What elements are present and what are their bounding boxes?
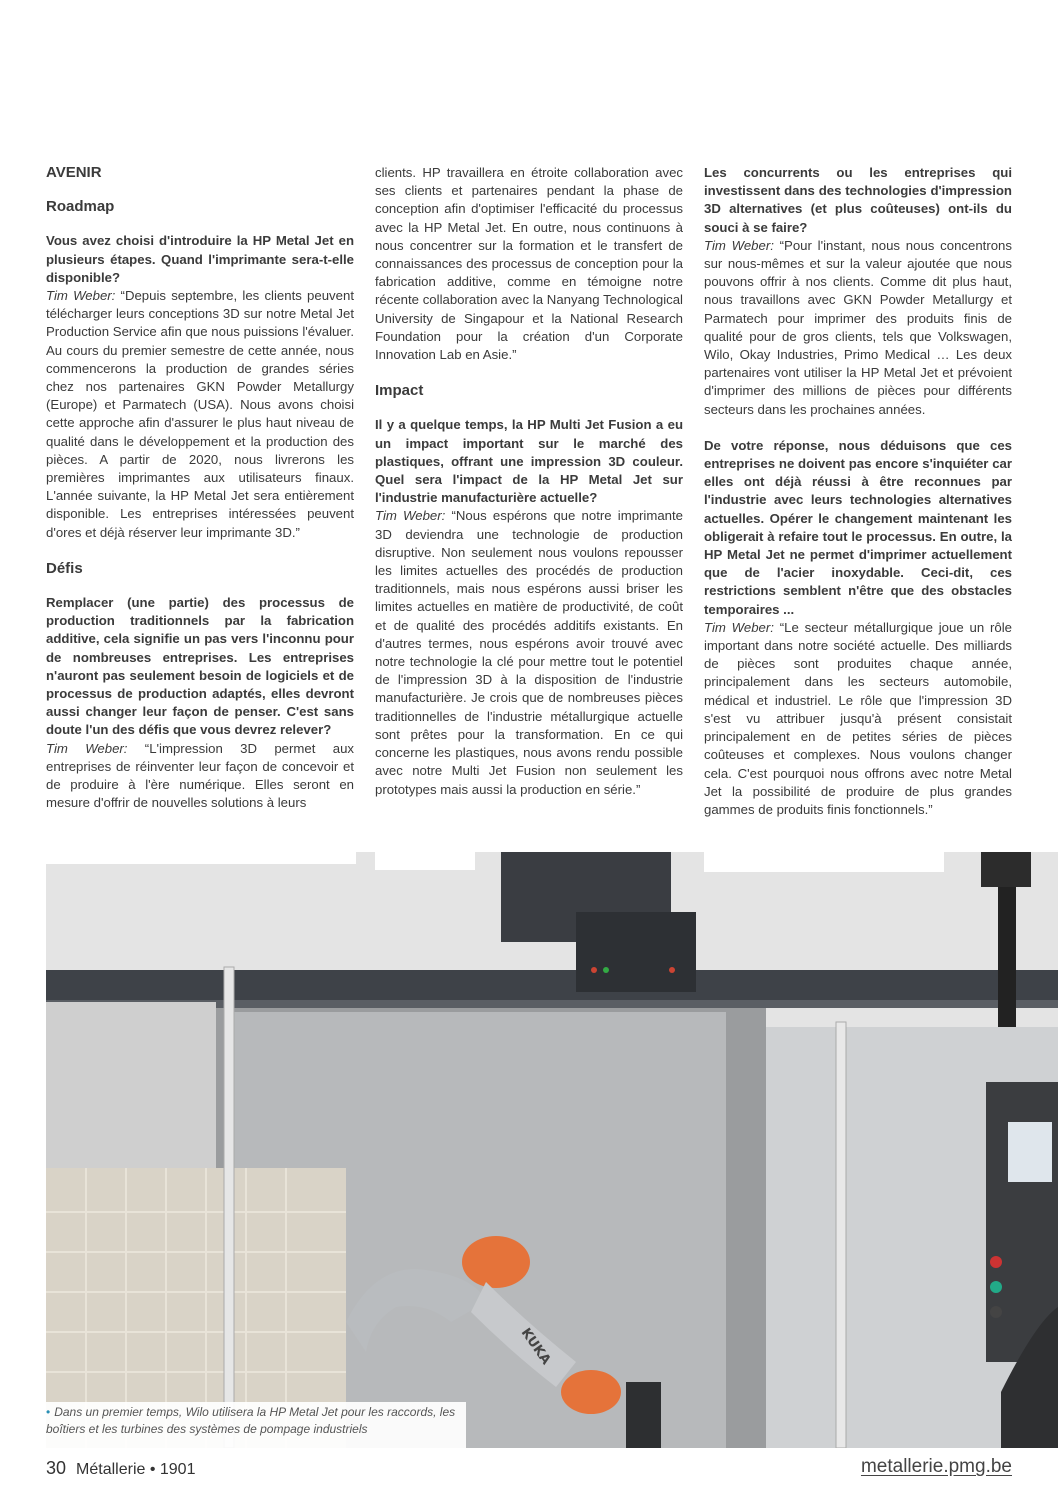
speaker: Tim Weber: [704,237,774,253]
caption-text: Dans un premier temps, Wilo utilisera la HP Metal Jet pour les raccords, les boîtiers et les turbines des systèmes de pompage industriels [46,1405,456,1436]
caption-bullet-icon: • [46,1405,51,1419]
column-3 [704,164,1012,837]
answer-text: “Pour l'instant, nous nous concentrons sur nous-mêmes et sur la valeur ajoutée que nous pouvons offrir à nos clients. Comme dit plus haut, nous travaillons avec GKN Powder Metallurgy et Parmatech pour imprimer des produits finis de qualité pour de gros clients, tels que Volkswagen, Wilo, Okay Industries, Primo Medical … Les deux partenaires vont utiliser la HP Metal Jet et prévoient d'imprimer des millions de pièces pour différents secteurs dans les prochaines années. [704,237,1012,417]
heading-avenir: AVENIR [46,164,102,181]
answer-text: “Le secteur métallurgique joue un rôle important dans notre société actuelle. Des milliards de pièces sont produites chaque année, principalement dans les secteurs automobile, médical et industriel. Le rôle que l'impression 3D s'est vu attribuer jusqu'à présent consistait principalement en de petites séries de pièces coûteuses et complexes. Nous voulons changer cela. C'est pourquoi nous offrons avec notre Metal Jet la possibilité de produire de plus grandes gammes de produits finis fonctionnels.” [704,619,1012,817]
question-1: Vous avez choisi d'introduire la HP Metal Jet en plusieurs étapes. Quand l'imprimante sera-t-elle disponible? [46,233,354,285]
page-number: 30 [46,1458,67,1478]
heading-impact: Impact [375,382,424,400]
website-link[interactable]: metallerie.pmg.be [860,1456,1012,1477]
speaker: Tim Weber: [375,508,446,524]
factory-photo [46,852,1058,1448]
answer-3 [375,507,683,798]
magazine-issue: Métallerie • 1901 [76,1461,196,1478]
speaker: Tim Weber: [46,740,128,756]
answer-text: “Nous espérons que notre imprimante 3D deviendra une technologie de production disruptive. Non seulement nous voulons repousser les limites actuelles des procédés de production traditionnels, mais nous espérons aussi briser les limites actuelles en matière de productivité, de coût et de qualité des procédés additifs existants. En d'autres termes, nous espérons avoir trouvé avec notre technologie la clé pour mettre tout le potentiel de l'impression 3D à la disposition de l'industrie manufacturière. Je crois que de nombreuses pièces traditionnelles de l'industrie métallurgique actuelle sont prêtes pour la transformation. En ce qui concerne les plastiques, nous avons rendu possible avec notre Multi Jet Fusion non seulement les prototypes mais aussi la production en série.” [375,508,684,797]
photo-caption [46,1402,466,1450]
question-4: Les concurrents ou les entreprises qui investissent dans des technologies d'impression 3D alternatives (et plus coûteuses) ont-ils du souci à se faire? [704,165,1012,235]
answer-1 [46,287,354,542]
column-2 [375,164,683,817]
speaker: Tim Weber: [46,288,116,304]
question-2: Remplacer (une partie) des processus de production traditionnels par la fabrication additive, cela signifie un pas vers l'inconnu pour de nombreuses entreprises. Les entreprises n'auront pas seulement besoin de logiciels et de processus de production adaptés, elles devront aussi changer leur façon de penser. C'est sans doute l'un des défis que vous devrez relever? [46,595,354,738]
speaker: Tim Weber: [704,619,774,635]
question-5: De votre réponse, nous déduisons que ces entreprises ne doivent pas encore s'inquiéter car elles ont déjà réussi à être reconnues par l'industrie avec leurs technologies alternatives actuelles. Opérer le changement maintenant les obligerait à refaire tout le processus. En outre, la HP Metal Jet ne permet d'imprimer actuellement que de l'acier inoxydable. Ceci-dit, ces restrictions semblent n'être que des obstacles temporaires ... [704,437,1012,617]
column-1 [46,164,354,831]
question-3: Il y a quelque temps, la HP Multi Jet Fusion a eu un impact important sur le marché des plastiques, offrant une impression 3D couleur. Quel sera l'impact de la HP Metal Jet sur l'industrie manufacturière actuelle? [375,417,683,506]
answer-4 [704,237,1012,419]
answer-2 [46,740,354,813]
heading-defis: Défis [46,559,83,577]
footer-page-info [46,1458,195,1479]
heading-roadmap: Roadmap [46,198,115,216]
answer-2-continued: clients. HP travaillera en étroite collaboration avec ses clients et partenaires pendant la phase de conception afin d'optimiser l'efficacité du processus avec la HP Metal Jet. En outre, nous continuons à nous concentrer sur la formation et le transfert de connaissances des processus de conception pour la fabrication additive, comme en témoigne notre récente collaboration avec la Nanyang Technological University de Singapour et la National Research Foundation pour la création d'un Corporate Innovation Lab en Asie.” [375,165,683,363]
answer-text: “L'impression 3D permet aux entreprises de réinventer leur façon de concevoir et de produire à l'ère numérique. Elles seront en mesure d'offrir de nouvelles solutions à leurs [46,740,354,811]
answer-5 [704,619,1012,819]
robot-brand-label: KUKA [517,1325,554,1368]
answer-text: “Depuis septembre, les clients peuvent télécharger leurs conceptions 3D sur notre Metal Jet Production Service afin que nous puissions l'évaluer. Au cours du premier semestre de cette année, nous commencerons la production de grandes séries chez nos partenaires GKN Powder Metallurgy (Europe) et Parmatech (USA). Nous avons choisi cette approche afin d'assurer le plus haut niveau de qualité dans le développement et la production des pièces. A partir de 2020, nous livrerons les premières imprimantes aux utilisateurs finaux. L'année suivante, la HP Metal Jet sera entièrement disponible. Les entreprises intéressées peuvent d'ores et déjà réserver leur imprimante 3D.” [46,288,354,540]
